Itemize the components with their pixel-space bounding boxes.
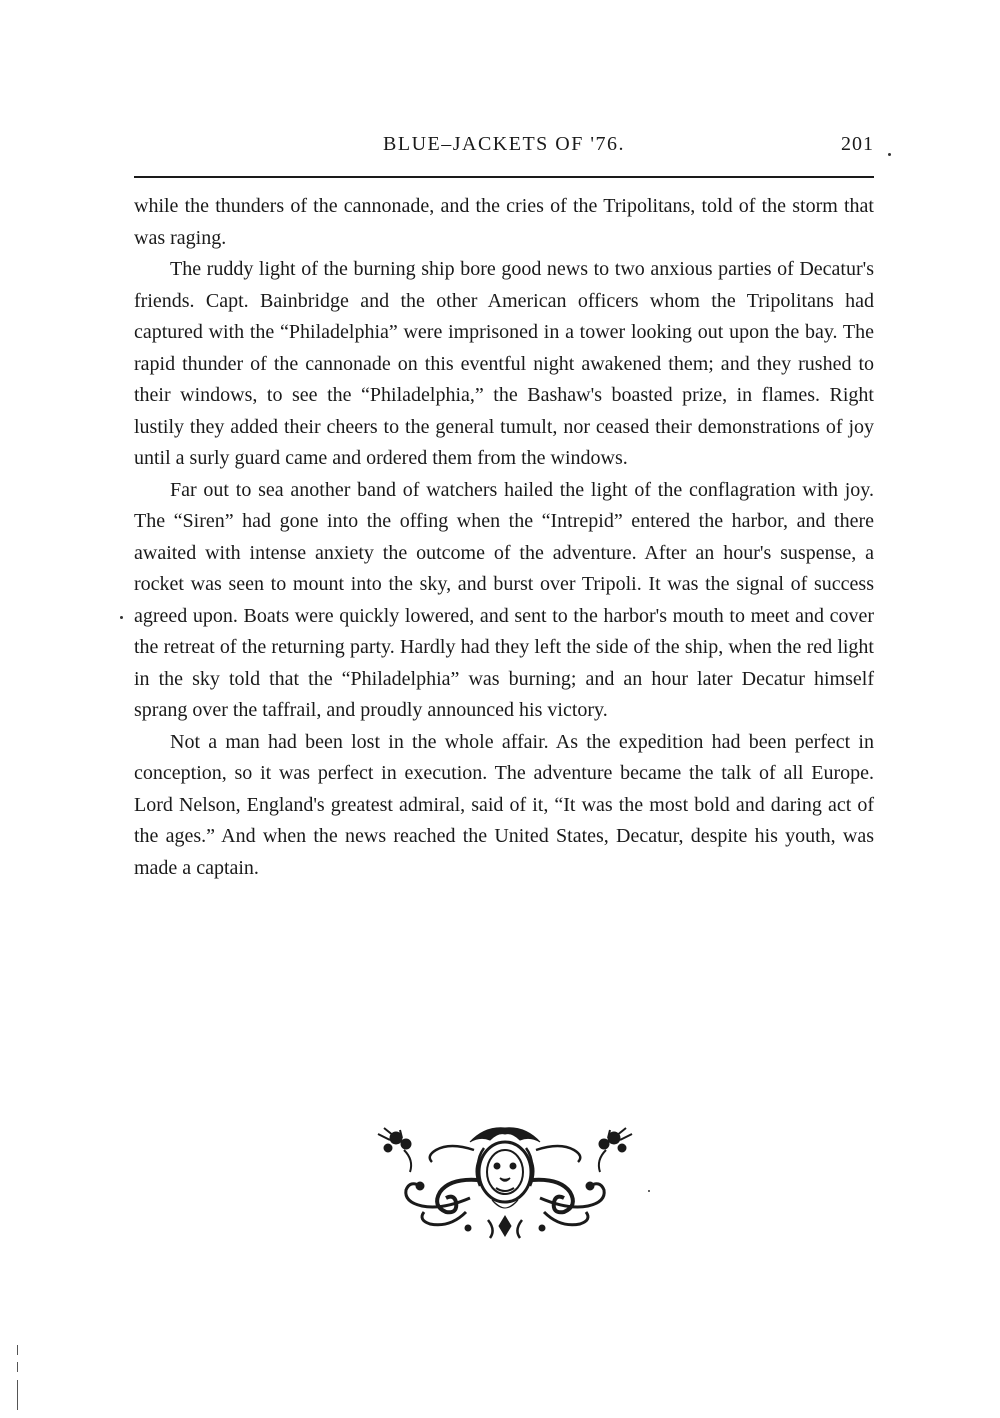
- page-header: [134, 131, 874, 163]
- scan-speck: [120, 616, 123, 619]
- scan-speck: [888, 153, 891, 156]
- header-rule: [134, 176, 874, 178]
- paragraph-4: Not a man had been lost in the whole affair. As the expedition had been perfect in conception, so it was perfect in execution. The adventure became the talk of all Europe. Lord Nelson, England's greatest admiral, said of it, “It was the most bold and daring act of the ages.” And when the news reached the United States, Decatur, despite his youth, was made a captain.: [134, 730, 874, 879]
- paragraph-2: The ruddy light of the burning ship bore good news to two anxious parties of Decatur's friends. Capt. Bainbridge and the other American officers whom the Tripolitans had captured with the “Philadelphia” were imprisoned in a tower looking out upon the bay. The rapid thunder of the cannonade on this eventful night awakened them; and they rushed to their windows, to see the “Philadelphia,” the Bashaw's boasted prize, in flames. Right lustily they added their cheers to the general tumult, nor ceased their demonstrations of joy until a surly guard came and ordered them from the windows.: [134, 258, 874, 469]
- ornament-svg: [370, 1120, 640, 1245]
- margin-mark: [17, 1362, 18, 1372]
- lion-mask-scroll-ornament-icon: [370, 1120, 640, 1245]
- running-title: BLUE–JACKETS OF '76.: [383, 133, 625, 155]
- page-number: 201: [841, 133, 874, 155]
- margin-mark: [17, 1345, 18, 1355]
- margin-mark: [17, 1380, 18, 1410]
- scan-speck: [648, 1190, 650, 1192]
- paragraph-3: Far out to sea another band of watchers hailed the light of the conflagration with joy. The “Siren” had gone into the offing when the “Intrepid” entered the harbor, and there awaited with intense anxiety the outcome of the adventure. After an hour's suspense, a rocket was seen to mount into the sky, and burst over Tripoli. It was the signal of success agreed upon. Boats were quickly lowered, and sent to the harbor's mouth to meet and cover the retreat of the returning party. Hardly had they left the side of the ship, when the red light in the sky told that the “Philadelphia” was burning; and an hour later Decatur himself sprang over the taffrail, and proudly announced his victory.: [134, 478, 874, 721]
- paragraph-1: while the thunders of the cannonade, and the cries of the Tripolitans, told of the storm that was raging.: [134, 195, 874, 249]
- body-text: [134, 191, 874, 884]
